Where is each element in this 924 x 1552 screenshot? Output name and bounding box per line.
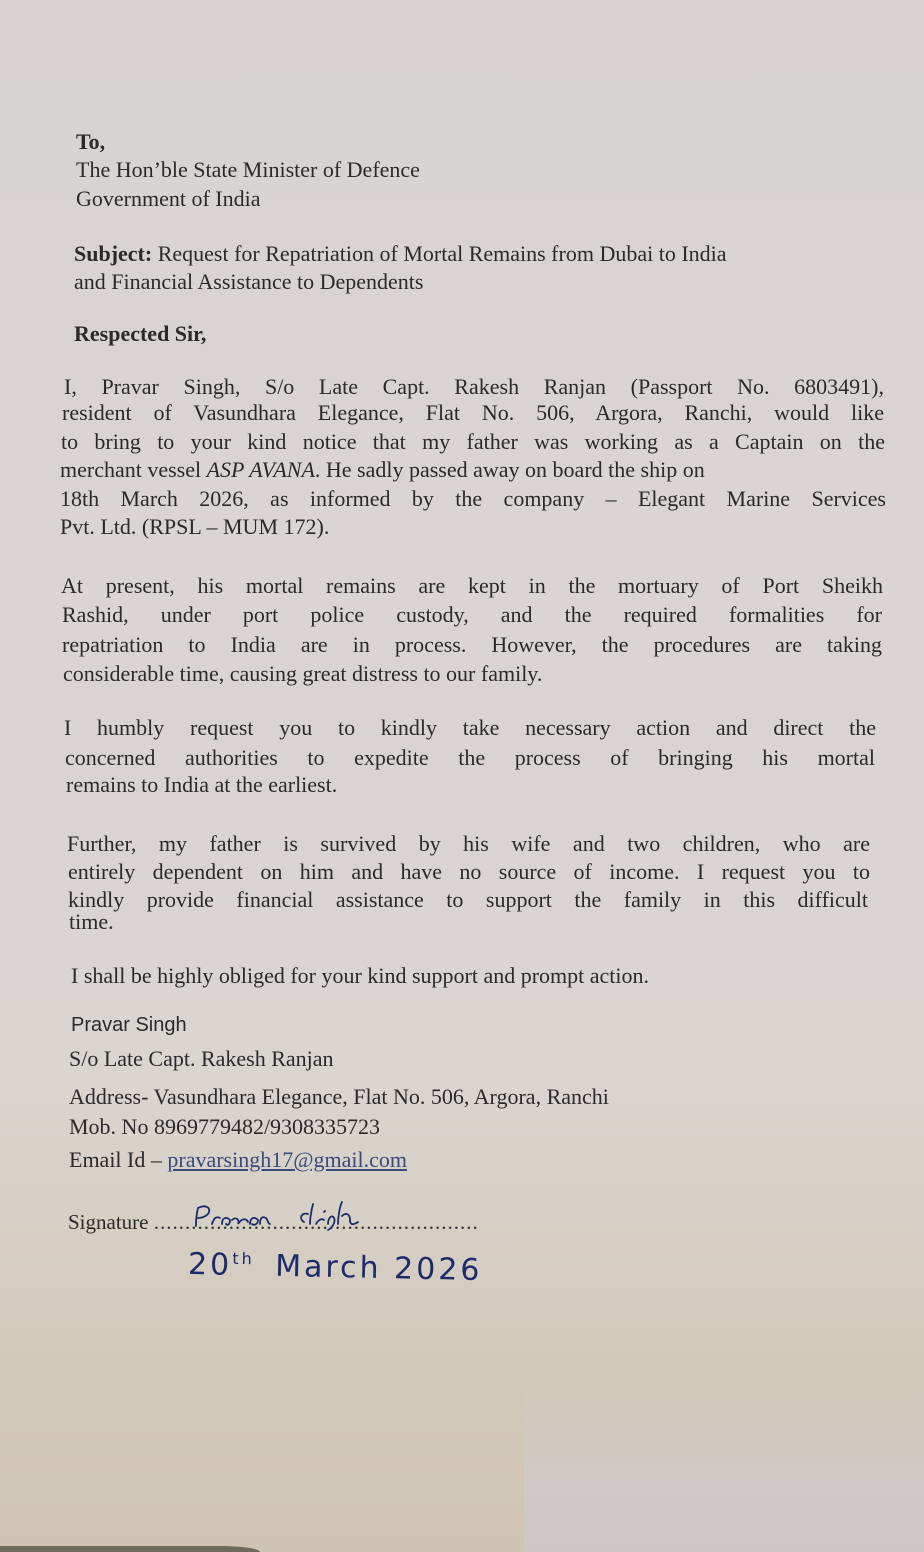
para1-vessel-post: . He sadly passed away on board the ship on	[314, 457, 705, 482]
subject-text-1: Request for Repatriation of Mortal Remains from Dubai to India	[157, 241, 727, 266]
para1-line: Pvt. Ltd. (RPSL – MUM 172).	[60, 514, 330, 539]
subject-line-1	[74, 240, 880, 268]
closing-line: I shall be highly obliged for your kind support and prompt action.	[71, 963, 650, 988]
para4-line: kindly provide financial assistance to support the family in this difficult	[68, 887, 868, 912]
para1-line: to bring to your kind notice that my father was working as a Captain on the	[61, 429, 885, 454]
para2-line: At present, his mortal remains are kept in the mortuary of Port Sheikh	[61, 573, 883, 598]
para4-line: entirely dependent on him and have no source of income. I request you to	[68, 859, 870, 884]
table-edge	[0, 1546, 260, 1552]
para3-line: concerned authorities to expedite the process of bringing his mortal	[65, 745, 875, 770]
subject-label: Subject:	[74, 241, 153, 266]
date-month-year: March 2026	[274, 1248, 483, 1289]
sender-relation: S/o Late Capt. Rakesh Ranjan	[69, 1046, 334, 1071]
paper-shadow	[524, 1380, 924, 1552]
para4-line: Further, my father is survived by his wife and two children, who are	[67, 831, 870, 856]
para2-line: considerable time, causing great distress to our family.	[63, 661, 543, 686]
para1-line	[60, 456, 886, 484]
greeting: Respected Sir,	[74, 321, 207, 346]
email-link[interactable]: pravarsingh17@gmail.com	[167, 1147, 407, 1172]
signature-label: Signature	[68, 1210, 149, 1234]
vessel-name: ASP AVANA	[206, 457, 315, 482]
handwritten-date	[188, 1247, 483, 1288]
handwritten-signature	[192, 1198, 382, 1238]
email-label: Email Id –	[69, 1147, 162, 1172]
sender-email-row	[69, 1146, 407, 1174]
sender-name: Pravar Singh	[71, 1014, 187, 1036]
signature-dotted-line: ....................................................	[153, 1210, 479, 1234]
date-day: 20	[187, 1246, 233, 1283]
date-suffix: th	[232, 1248, 255, 1269]
para3-line: remains to India at the earliest.	[66, 772, 338, 797]
sender-mobile: Mob. No 8969779482/9308335723	[69, 1114, 381, 1139]
salutation-to: To,	[76, 129, 106, 154]
para2-line: repatriation to India are in process. However, the procedures are taking	[62, 632, 882, 657]
sender-address: Address- Vasundhara Elegance, Flat No. 506, Argora, Ranchi	[69, 1084, 609, 1109]
para3-line: I humbly request you to kindly take necessary action and direct the	[64, 715, 876, 740]
recipient-title: The Hon’ble State Minister of Defence	[76, 157, 420, 182]
subject-line-2: and Financial Assistance to Dependents	[74, 269, 424, 294]
para2-line: Rashid, under port police custody, and the required formalities for	[62, 602, 882, 627]
para1-line: 18th March 2026, as informed by the company – Elegant Marine Services	[60, 486, 886, 511]
para4-line: time.	[69, 909, 114, 934]
para1-line: I, Pravar Singh, S/o Late Capt. Rakesh Ranjan (Passport No. 6803491),	[64, 374, 884, 399]
recipient-org: Government of India	[76, 186, 261, 211]
para1-vessel-pre: merchant vessel	[60, 457, 202, 482]
para1-line: resident of Vasundhara Elegance, Flat No. 506, Argora, Ranchi, would like	[62, 400, 884, 425]
